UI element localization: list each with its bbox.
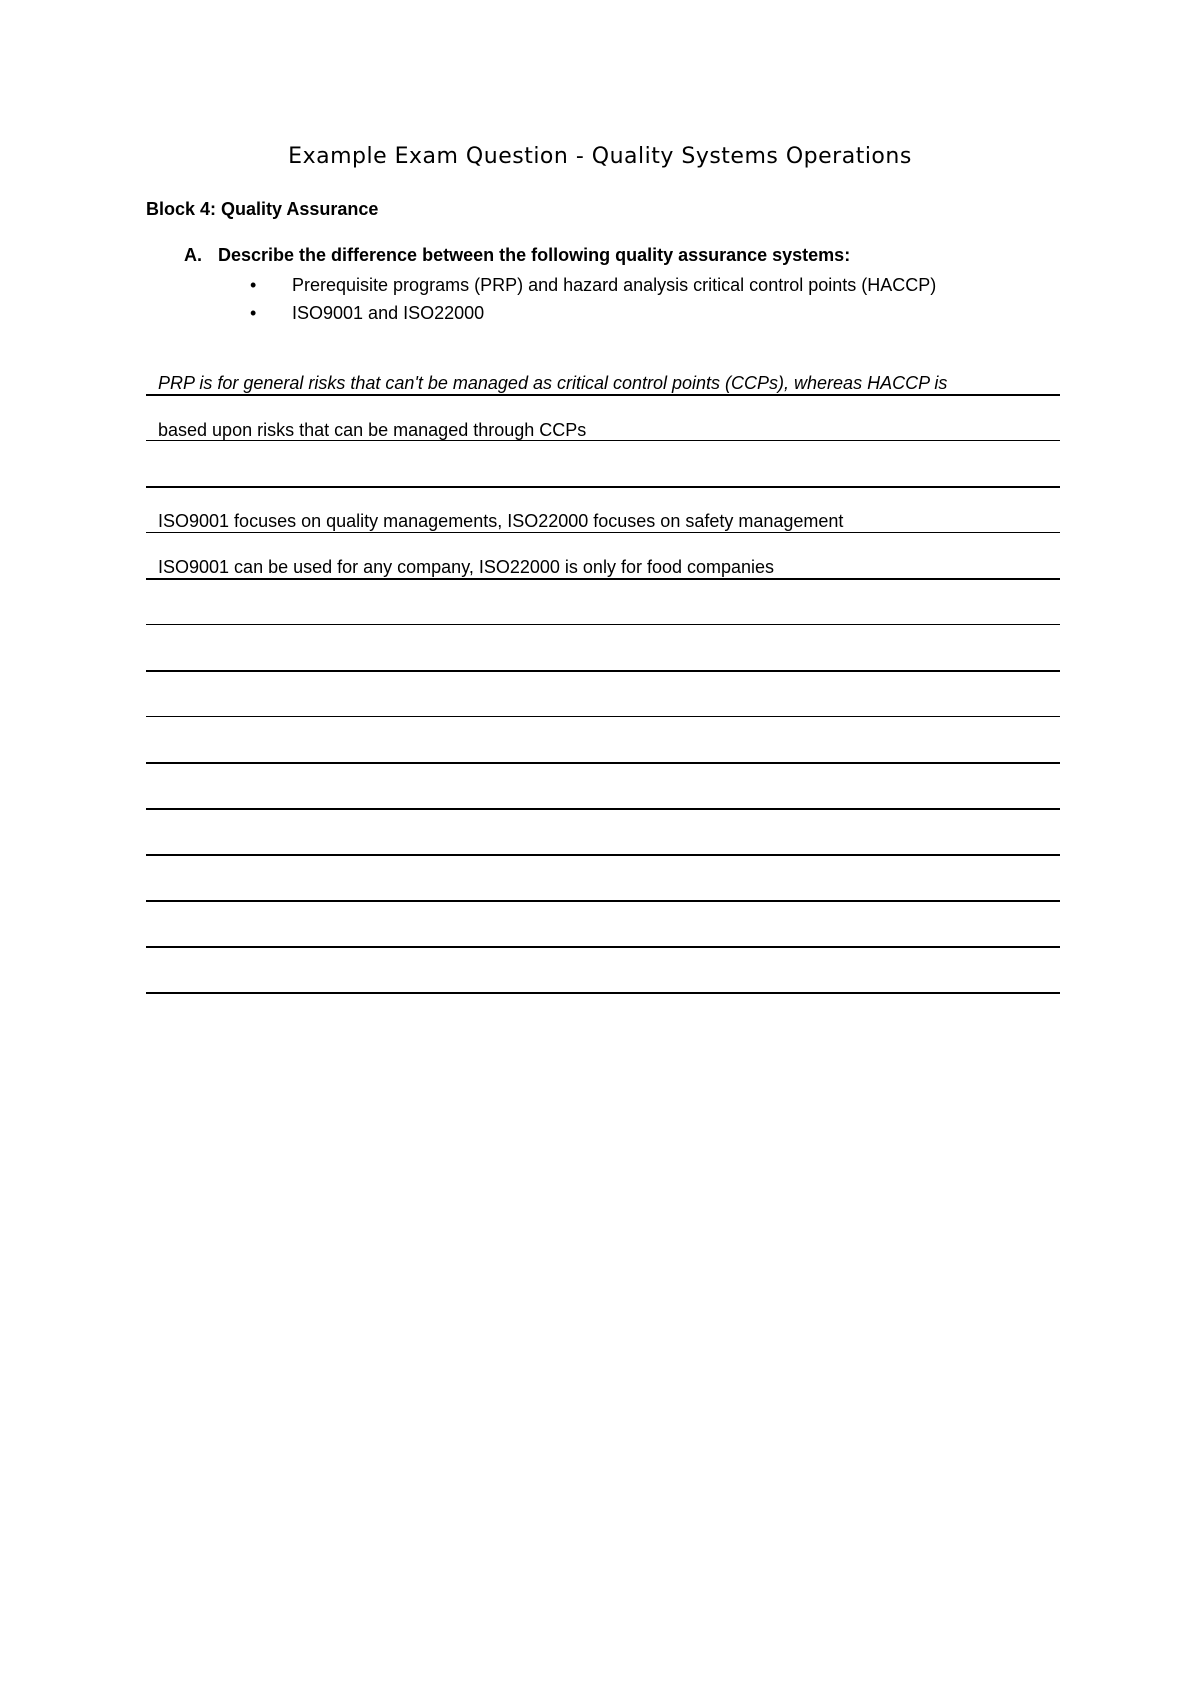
- bullet-icon: •: [250, 275, 257, 295]
- answer-line-1: [146, 394, 1060, 396]
- question-text: Describe the difference between the following quality assurance systems:: [218, 245, 851, 265]
- bullet-text: Prerequisite programs (PRP) and hazard analysis critical control points (HACCP): [292, 275, 937, 295]
- answer-line-7: [146, 670, 1060, 672]
- answer-line-13: [146, 946, 1060, 948]
- answer-line-3: [146, 486, 1060, 488]
- answer-text-line-5: ISO9001 can be used for any company, ISO22000 is only for food companies: [158, 557, 775, 577]
- bullet-text: ISO9001 and ISO22000: [292, 303, 485, 323]
- answer-line-6: [146, 624, 1060, 625]
- answer-text-line-4: ISO9001 focuses on quality managements, ISO22000 focuses on safety management: [158, 511, 844, 531]
- answer-line-9: [146, 762, 1060, 764]
- answer-line-8: [146, 716, 1060, 717]
- page-title: Example Exam Question - Quality Systems Operations: [288, 144, 912, 169]
- answer-line-4: [146, 532, 1060, 533]
- answer-line-10: [146, 808, 1060, 810]
- answer-text-line-1: PRP is for general risks that can't be managed as critical control points (CCPs), whereas HACCP is: [158, 373, 948, 393]
- answer-line-2: [146, 440, 1060, 441]
- answer-line-12: [146, 900, 1060, 902]
- answer-line-5: [146, 578, 1060, 580]
- answer-line-14: [146, 992, 1060, 994]
- question-letter: A.: [184, 245, 202, 265]
- answer-text-line-2: based upon risks that can be managed through CCPs: [158, 420, 587, 440]
- answer-line-11: [146, 854, 1060, 856]
- bullet-icon: •: [250, 303, 257, 323]
- block-heading: Block 4: Quality Assurance: [146, 199, 379, 219]
